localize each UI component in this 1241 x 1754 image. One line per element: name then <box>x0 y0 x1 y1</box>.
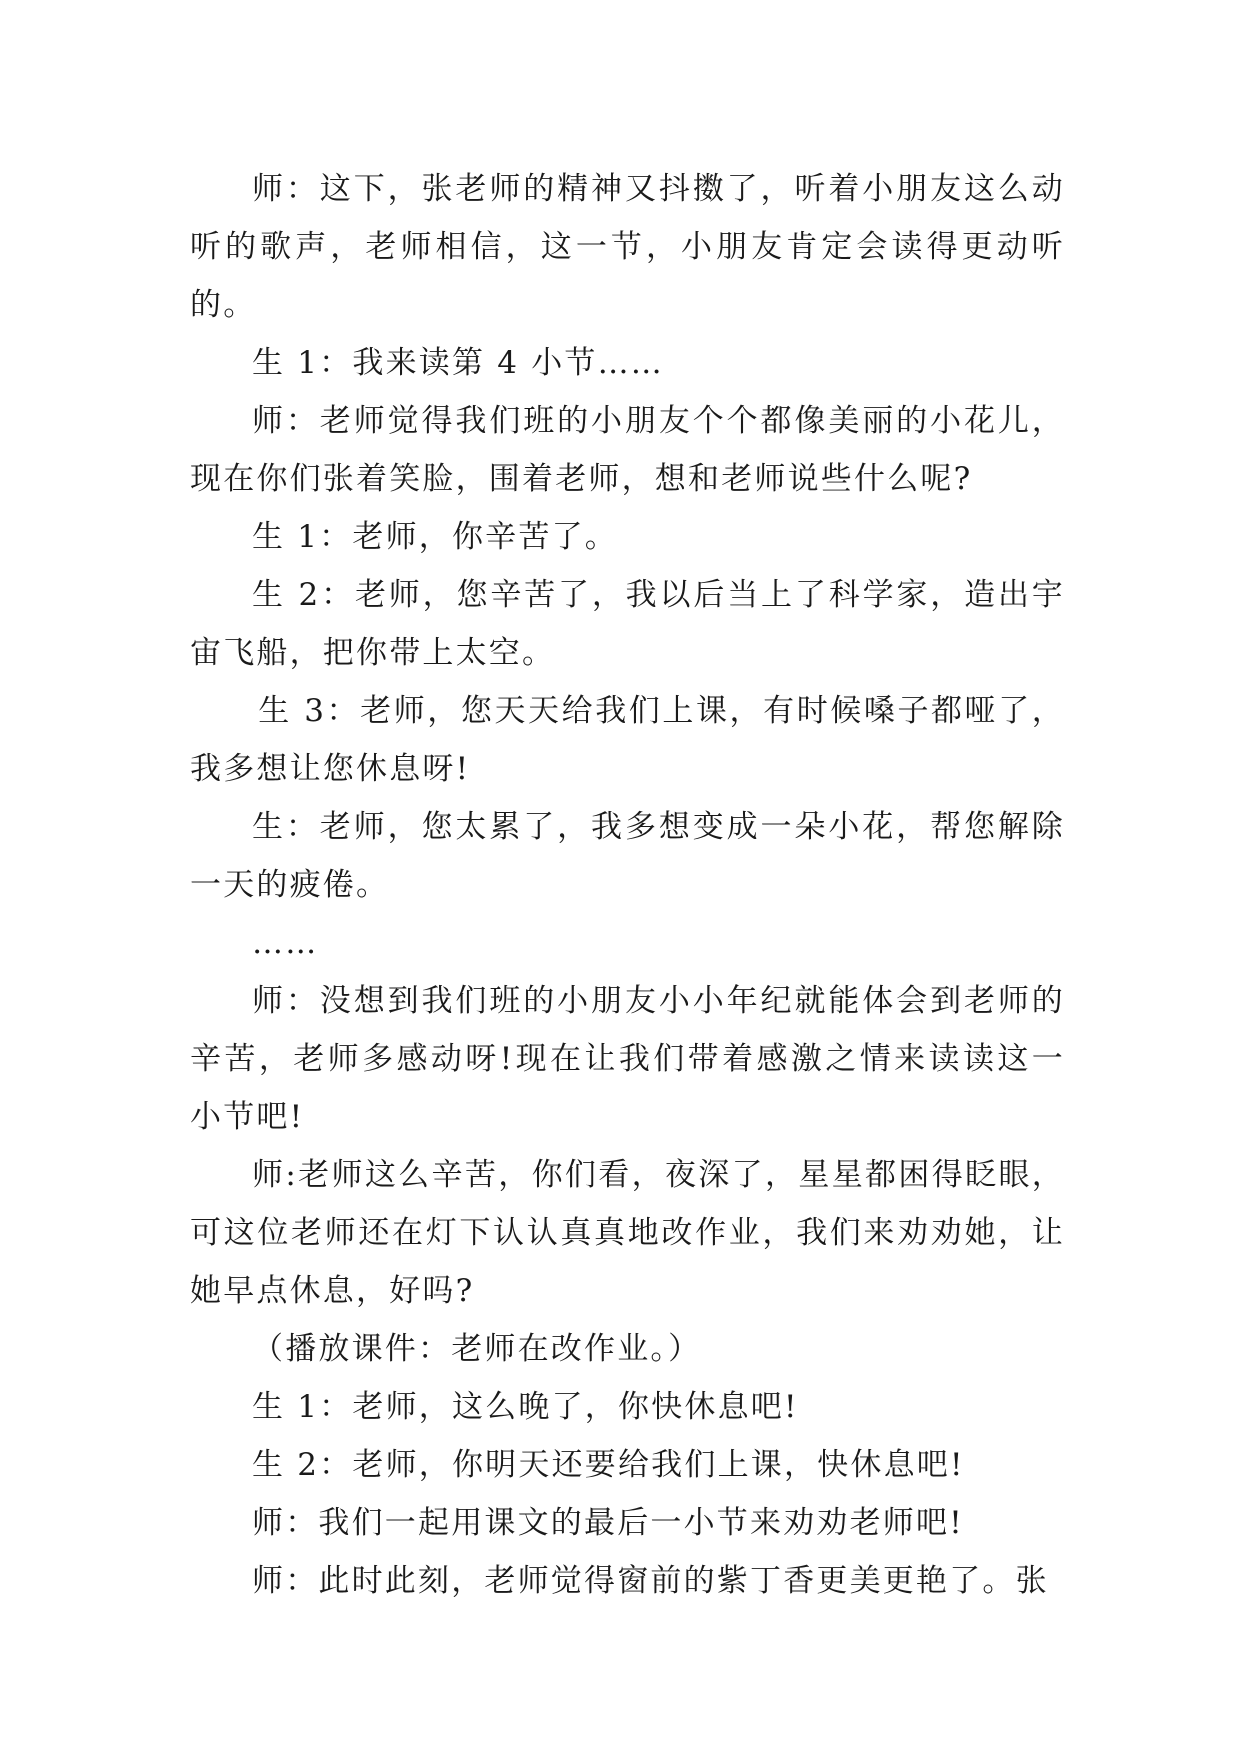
body-text <box>190 160 1065 1610</box>
paragraph-ellipsis: …… <box>252 925 319 961</box>
paragraph-student-flower: 生：老师，您太累了，我多想变成一朵小花，帮您解除一天的疲倦。 <box>190 809 1065 903</box>
paragraph-student2-tomorrow: 生 2：老师，你明天还要给我们上课，快休息吧! <box>252 1447 965 1483</box>
paragraph-teacher-flowers: 师：老师觉得我们班的小朋友个个都像美丽的小花儿，现在你们张着笑脸，围着老师，想和老师说些什么呢? <box>190 403 1065 497</box>
paragraph-courseware-note: （播放课件：老师在改作业。） <box>252 1331 702 1367</box>
paragraph-teacher-moved: 师：没想到我们班的小朋友小小年纪就能体会到老师的辛苦，老师多感动呀!现在让我们带着感激之情来读读这一小节吧! <box>190 983 1065 1135</box>
paragraph-teacher-energized: 师：这下，张老师的精神又抖擞了，听着小朋友这么动听的歌声，老师相信，这一节，小朋友肯定会读得更动听的。 <box>190 171 1065 323</box>
paragraph-teacher-night: 师:老师这么辛苦，你们看，夜深了，星星都困得眨眼，可这位老师还在灯下认认真真地改作业，我们来劝劝她，让她早点休息，好吗? <box>190 1157 1065 1309</box>
paragraph-teacher-last-section: 师：我们一起用课文的最后一小节来劝劝老师吧! <box>252 1505 964 1541</box>
paragraph-teacher-lilac: 师：此时此刻，老师觉得窗前的紫丁香更美更艳了。张 <box>252 1563 1049 1599</box>
paragraph-student2-spaceship: 生 2：老师，您辛苦了，我以后当上了科学家，造出宇宙飞船，把你带上太空。 <box>190 577 1065 671</box>
paragraph-student1-thanks: 生 1：老师，你辛苦了。 <box>252 519 618 555</box>
paragraph-student3-rest: 生 3：老师，您天天给我们上课，有时候嗓子都哑了，我多想让您休息呀! <box>190 693 1065 787</box>
paragraph-student1-reads: 生 1：我来读第 4 小节…… <box>252 345 665 381</box>
paragraph-student1-late: 生 1：老师，这么晚了，你快休息吧! <box>252 1389 799 1425</box>
